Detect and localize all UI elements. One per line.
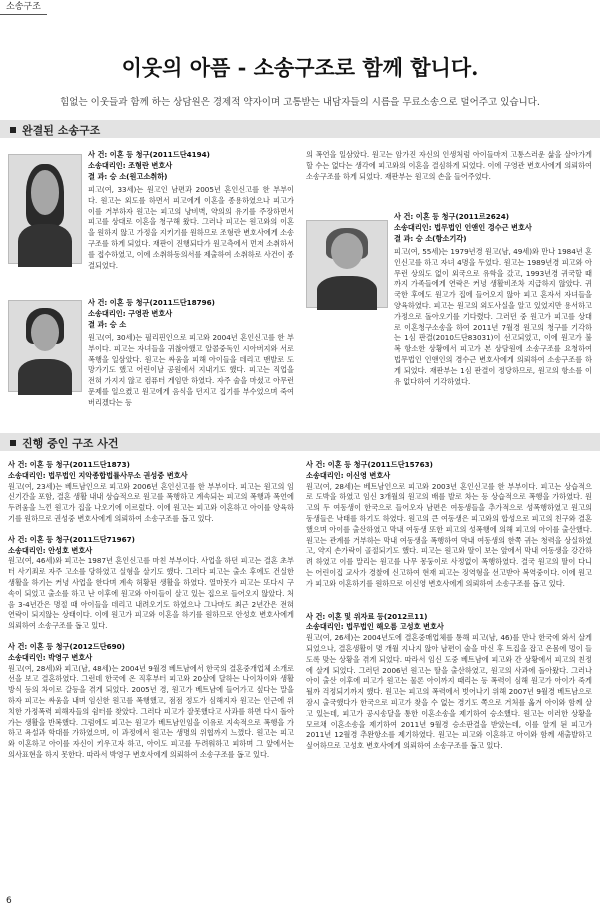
- square-bullet-icon: [10, 440, 16, 446]
- case-body: 원고(여, 28세)와 피고(남, 48세)는 2004년 9월경 베트남에서 한국의 결혼중개업체 소개로 선을 보고 결혼하였다. 그런데 한국에 온 직후부터 피고와 20살에 달하는 나이차이와 생활방식 등의 차이로 갈등을 겪게 되었다. 2005년 경, 원고가 베트남에 들어가고 싶다는 말을 하자 피고는 싸움을 내며 임신한 원고를 폭행했고, 점점 정도가 심해지자 원고는 인근에 위치한 가정폭력 피해자들의 쉼터를 찾았다. 그러다 피고가 잘못했다고 사과를 하면 다시 돌아가는 생활을 반복했다. 그럼에도 피고는 원고가 베트남인임을 이유로 지속적으로 폭행을 가하고 욕설과 학대를 가하였으며, 이 과정에서 원고는 생명의 위협까지 느꼈다. 원고는 피고와 이혼하고 아이를 자신이 키우고자 하고, 아이도 피고를 두려워하고 피하며 그 앞에서는 의사표현을 하지 못한다. 따라서 박영구 변호사에게 의뢰하여 소송구조를 돕고 있다.: [8, 663, 294, 759]
- completed-case-3-meta: [394, 212, 592, 244]
- case-body: 원고(여, 26세)는 2004년도에 결혼중매업체를 통해 피고(남, 46)를 만나 한국에 와서 살게 되었으나, 결혼생활이 몇 개월 지나지 않아 남편이 술을 마신 후 트집을 잡고 온몸에 멍이 들도록 맞는 상황을 겪게 되었다. 따라서 임신 도중 베트남에 피고와 간 상황에서 피고의 친정에 살게 되었다. 그러던 2006년 원고는 딸을 출산하였고, 원고의 사과에 돌아왔다. 그러나 아이 출산 이후에 피고가 원고는 물론 아이까지 때리는 등 폭력이 심해 원고가 아이가 죽게 될까 걱정되기까지 했다. 원고는 피고의 폭력에서 벗어나기 위해 2007년 9월경 베트남으로 잠시 출국했다가 한국으로 피고가 찾을 수 없는 경기도 쪽으로 거처를 옮겨 아이와 함께 살고 있는데, 피고가 공시송달을 통한 이혼소송을 제기하여 승소했다. 원고는 이러한 상황을 모르채 이혼소송을 제기하여 2011년 9월경 승소판결을 받았는데, 이를 알게 된 피고가 2011년 12월경 추완항소를 제기하였다. 원고는 피고와 이혼하고 아이와 함께 새출발하고 싶어하므로 고성호 변호사에게 의뢰하여 소송구조를 돕고 있다.: [306, 633, 592, 751]
- lawyer-photo-jo: [8, 154, 82, 264]
- completed-case-2-meta: [88, 298, 294, 330]
- ongoing-heading: 진행 중인 구조 사건: [22, 437, 119, 450]
- page-number: 6: [6, 896, 12, 906]
- case-result: 결 과: 승 소(원고소취하): [88, 171, 168, 181]
- case-lawyer: 소송대리인: 법무법인 인앤인 경수근 변호사: [394, 222, 532, 232]
- case-number: 사 건: 이혼 등 청구(2011드단15763): [306, 460, 433, 469]
- page-subtitle: 힘없는 이웃들과 함께 하는 상담원은 경제적 약자이며 고통받는 내담자들의 시름을 무료소송으로 덜어주고 있습니다.: [60, 97, 540, 108]
- case-lawyer: 소송대리인: 구영관 변호사: [88, 308, 173, 318]
- case-result: 결 과: 승 소(항소기각): [394, 233, 467, 243]
- lawyer-photo-kyung: [306, 220, 388, 308]
- ongoing-right-column: [306, 460, 592, 880]
- case-lawyer: 소송대리인: 조형란 변호사: [88, 160, 173, 170]
- case-number: 사 건: 이혼 등 청구(2011드단1873): [8, 460, 130, 469]
- ongoing-case-3: [8, 642, 294, 761]
- completed-case-1-body-top: [88, 185, 294, 270]
- case-lawyer: 소송대리인: 법무법인 해오름 고성호 변호사: [306, 622, 444, 632]
- case-body: 원고(여, 23세)는 베트남인으로 피고와 2006년 혼인신고를 한 부부이다. 피고는 원고의 임신기간을 포함, 결혼 생활 내내 상습적으로 원고를 폭행하고 계속되는 피고의 폭행과 폭언에 두려움을 느낀 원고가 집을 나오기에 이르렀다. 이에 원고는 피고와 이혼하고 아이를 양육하기를 원하므로 권성중 변호사에게 의뢰하여 소송구조를 돕고 있다.: [8, 481, 294, 523]
- case-result: 결 과: 승 소: [88, 319, 127, 329]
- case-lawyer: 소송대리인: 안성호 변호사: [8, 545, 93, 555]
- case-lawyer: 소송대리인: 법무법인 지악종합법률사무소 권성중 변호사: [8, 470, 188, 480]
- case-number: 사 건: 이혼 등 청구(2011드단4194): [88, 150, 210, 159]
- case-body: 원고(여, 28세)는 베트남인으로 피고와 2003년 혼인신고를 한 부부이다. 피고는 상습적으로 도박을 하였고 임신 3개월의 원고의 배를 발로 차는 등 상습적으로 폭행을 가하였다. 원고의 두 여동생이 한국으로 들어오자 남편은 여동생들을 추가적으로 성폭행하였고 원고의 동생들은 낙태를 하기도 하였다. 원고의 큰 여동생은 피고와의 합성으로 피고의 친구와 결혼했으며 아이를 출산하였고 막내 여동생 또한 피고의 성폭행에 의해 피고의 아이를 출산했다. 원고는 관계를 거부하는 막내 여동생을 폭행하여 막내 여동생의 한쪽 귀는 청력을 상실하였고, 약지 손가락이 골절되기도 했다. 피고는 원고와 딸이 보는 앞에서 막내 여동생을 강간하려 하였고 이를 말리는 원고를 나무 몽둥이로 사정없이 폭행하였다. 결국 원고의 딸이 다니는 어린이집 교사가 경찰에 신고하여 현재 피고는 징역형을 선고받아 복역중이다. 이에 원고가 피고와 이혼하기를 원하므로 이신영 변호사에게 의뢰하여 소송구조를 돕고 있다.: [306, 481, 592, 588]
- page-title: 이웃의 아픔 - 소송구조로 함께 합니다.: [121, 55, 479, 80]
- case-number: 사 건: 이혼 등 청구(2011르2624): [394, 212, 510, 221]
- ongoing-case-4: [306, 460, 592, 590]
- case-body: 원고(여, 46세)와 피고는 1987년 혼인신고를 마친 부부이다. 사업을 하던 피고는 결혼 초부터 사기죄로 자주 고소를 당하였고 실형을 살기도 했다. 그러다 피고는 출소 후에도 건실한 생활을 하기는 커녕 사업을 한다며 계속 허황된 생활을 하였다. 열마못가 피고는 또다시 구속이 되었고 출소를 하고 난 이후에 원고와 아이들이 살고 있는 집으로 들어오지 않았다. 처음 3-4년간은 명절 때 아이들을 데리고 내려오기도 하였으나 그나마도 최근 2년간은 전혀 연락이 되지않는 상태이다. 이에 원고가 피고와 이혼을 하기를 원하므로 안성호 변호사에게 의뢰하여 소송구조를 돕고 있다.: [8, 556, 294, 631]
- completed-case-1-meta: [88, 150, 294, 182]
- ongoing-case-2: [8, 535, 294, 632]
- completed-section-header: [0, 120, 600, 138]
- completed-case-2-body: [88, 333, 294, 429]
- lawyer-photo-gu: [8, 300, 82, 392]
- completed-case-3-body-top: [394, 247, 592, 386]
- case-number: 사 건: 이혼 등 청구(2012드단690): [8, 641, 125, 651]
- completed-case-2-continued: [306, 150, 592, 204]
- case-lawyer: 소송대리인: 박영구 변호사: [8, 652, 93, 662]
- ongoing-section-header: [0, 433, 600, 451]
- case-body: 피고(여, 55세)는 1979년경 원고(남, 49세)와 만나 1984년 혼인신고를 하고 자녀 4명을 두었다. 원고는 1989년경 피고와 아무런 상의도 없이 외국으로 유학을 갔고, 1993년경 귀국할 때까지 가족들에게 연락은 커녕 생활비조차 지급하지 않았다. 귀국한 후에도 원고가 집에 들어오지 않아 피고 혼자서 자녀들을 양육하였다. 피고는 원고의 외도사실을 알고 있었지만 용서하고 가정으로 돌아오기를 기다렸다. 그러던 중 원고가 피고를 상대로 이혼청구소송을 하여 2011년 7월경 원고의 청구를 기각하는 1심 판결(2010드단83031)이 선고되었고, 이에 원고가 불복 항소한 상황에서 피고가 본 상담원에 소송구조를 요청하여 법무법인 인앤인의 경수근 변호사에게 의뢰하여 소송구조를 하게 되었다. 재판부는 1심 판결이 정당하므로, 원고의 항소를 이유 없다하여 기각하였다.: [394, 247, 592, 386]
- case-number: 사 건: 이혼 등 청구(2011드단18796): [88, 298, 215, 307]
- section-tag: 소송구조: [0, 0, 47, 15]
- case-number: 사 건: 이혼 및 위자료 등(2012르11): [306, 611, 428, 621]
- case-lawyer: 소송대리인: 이신영 변호사: [306, 470, 391, 480]
- case-body: 피고(여, 33세)는 원고인 남편과 2005년 혼인신고를 한 부부이다. 원고는 외도를 하면서 피고에게 이혼을 종용하였으나 피고가 이를 거부하자 원고는 피고의 냥비벽, 약의의 유기를 주장하면서 피고를 상대로 이혼을 청구해 왔다. 그러나 피고는 원고와의 이혼을 원하지 않고 가정을 지키기를 원하므로 조형란 변호사에게 소송구조를 하게 되었다. 재판이 진행되다가 원고측에서 먼저 소취하서를 접수하였고, 이에 소취하동의서를 제출하여 소취하로 사건이 종결되었다.: [88, 185, 294, 270]
- ongoing-case-1: [8, 460, 294, 525]
- case-body-continued: 의 폭언을 일삼았다. 원고는 암가진 자신의 인생처럼 아이들마저 고통스러운 삶을 살아가게 할 수는 없다는 생각에 피고와의 이혼을 결심하게 되었다. 이에 구영관 변호사에게 의뢰하여 소송구조를 하게 되었다. 재판부는 원고의 손을 들어주었다.: [306, 150, 592, 181]
- case-number: 사 건: 이혼 등 청구(2011드단71967): [8, 534, 135, 544]
- ongoing-case-5: [306, 612, 592, 752]
- square-bullet-icon: [10, 127, 16, 133]
- completed-heading: 완결된 소송구조: [22, 124, 101, 137]
- ongoing-left-column: [8, 460, 294, 880]
- case-body: 원고(여, 30세)는 필리핀인으로 피고와 2004년 혼인신고를 한 부부이다. 피고는 자녀들을 귀찮아했고 알콜중독인 시아버지와 서로 폭행을 일삼았다. 원고는 싸움을 피해 아이들을 데리고 맨발로 도망가기도 했고 어린이날 공원에서 지내기도 했다. 피고는 직업을 전혀 가지지 않고 컴퓨터 게임만 하였다. 자주 술을 마셨고 아무런 문제를 일으켰고 원고에게 음식을 던지고 집기를 부수었으며 죽여버리겠다는 등: [88, 333, 294, 407]
